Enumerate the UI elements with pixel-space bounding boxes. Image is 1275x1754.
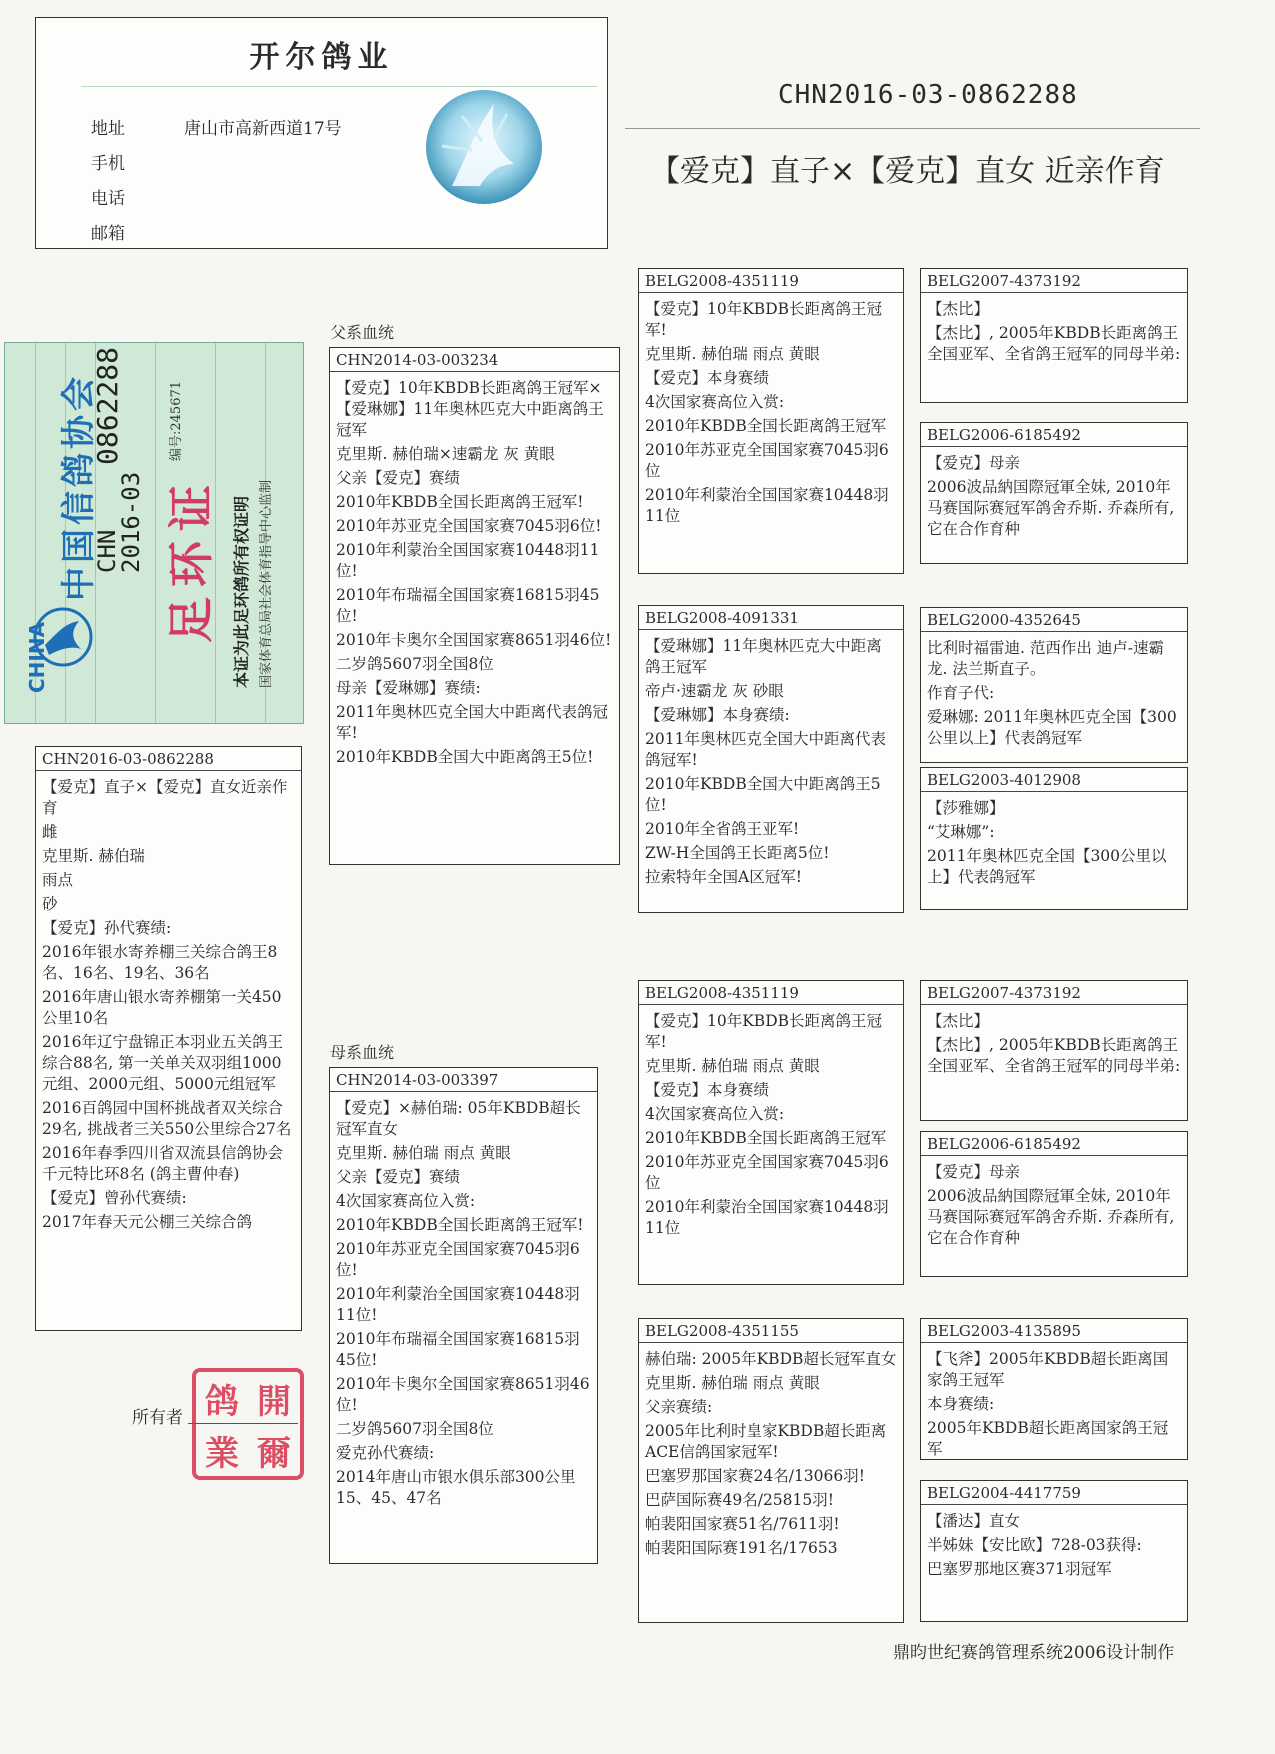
sire-section-label: 父系血统 [330, 323, 395, 342]
seal-char: 開 [257, 1381, 291, 1422]
cert-note-1: 本证为此足环鸽所有权证明 [232, 495, 251, 688]
pedigree-line: 【爱克】×赫伯瑞: 05年KBDB超长冠军直女 [336, 1099, 581, 1138]
grandsire-maternal-card [638, 980, 904, 1285]
pedigree-line: 2010年布瑞福全国国家赛16815羽45位! [336, 1330, 580, 1369]
pedigree-line: 【爱克】直子×【爱克】直女近亲作育 [42, 778, 288, 817]
pedigree-line: 2010年KBDB全国大中距离鸽王5位! [645, 775, 881, 814]
pedigree-line: 【莎雅娜】 [927, 799, 1005, 817]
pedigree-line: 2006波品納国際冠軍全妹, 2010年马赛国际赛冠军鸽舍乔斯. 乔森所有, 它在合作育种 [927, 478, 1175, 538]
dam-card [329, 1067, 598, 1564]
ring-id: BELG2007-4373192 [921, 269, 1187, 293]
pedigree-line: 【爱克】10年KBDB长距离鸽王冠军! [645, 300, 883, 339]
pedigree-line: 2016年唐山银水寄养棚第一关450公里10名 [42, 988, 282, 1027]
pedigree-line: 2010年卡奥尔全国国家赛8651羽46位! [336, 631, 612, 649]
great-grandparent-card [920, 607, 1188, 763]
pedigree-line: 【爱克】10年KBDB长距离鸽王冠军! [645, 1012, 883, 1051]
ring-id: BELG2004-4417759 [921, 1481, 1187, 1505]
pedigree-line: 父亲【爱克】赛绩 [336, 1168, 461, 1186]
title-underline [625, 128, 1200, 129]
ring-number: CHN2016-03-0862288 [778, 80, 1078, 110]
pedigree-line: 2011年奥林匹克全国大中距离代表鸽冠军! [336, 703, 608, 742]
pedigree-line: 2010年KBDB全国长距离鸽王冠军! [336, 1216, 584, 1234]
pedigree-line: 2005年KBDB超长距离国家鸽王冠军 [927, 1419, 1169, 1458]
pedigree-line: 【杰比】, 2005年KBDB长距离鸽王全国亚军、全省鸽王冠军的同母半弟: [927, 324, 1181, 363]
grandsire-paternal-card [638, 268, 904, 574]
pedigree-line: 2010年苏亚克全国国家赛7045羽6位! [336, 1240, 580, 1279]
company-name: 开尔鸽业 [249, 40, 394, 75]
cert-china: CHINA [25, 621, 49, 693]
sire-ring: CHN2014-03-003234 [330, 348, 619, 372]
ring-id: BELG2006-6185492 [921, 423, 1187, 447]
pedigree-line: 2005年比利时皇家KBDB超长距离ACE信鸽国家冠军! [645, 1422, 887, 1461]
pedigree-line: 雌 [42, 823, 58, 841]
pedigree-line: ZW-H全国鸽王长距离5位! [645, 844, 830, 862]
ring-id: BELG2008-4091331 [639, 606, 903, 630]
pedigree-line: 二岁鸽5607羽全国8位 [336, 655, 494, 673]
footer-credit: 鼎昀世纪赛鸽管理系统2006设计制作 [893, 1643, 1175, 1663]
granddam-maternal-card [638, 1318, 904, 1623]
pedigree-line: 2010年利蒙治全国国家赛10448羽11位! [336, 541, 600, 580]
pedigree-line: 4次国家赛高位入赏: [645, 393, 785, 411]
pedigree-line: 【潘达】直女 [927, 1512, 1021, 1530]
pedigree-line: 2014年唐山市银水俱乐部300公里15、45、47名 [336, 1468, 576, 1507]
pedigree-line: 2016年银水寄养棚三关综合鸽王8名、16名、19名、36名 [42, 943, 278, 982]
pedigree-line: 砂 [42, 895, 58, 913]
pedigree-line: “艾琳娜”: [927, 823, 995, 841]
card-body [927, 1162, 1181, 1249]
card-body [927, 453, 1181, 540]
pedigree-line: 2016百鸽园中国杯挑战者双关综合29名, 挑战者三关550公里综合27名 [42, 1099, 292, 1138]
ring-id: BELG2000-4352645 [921, 608, 1187, 632]
pedigree-line: 父亲赛绩: [645, 1398, 713, 1416]
pairing-title: 【爱克】直子×【爱克】直女 近亲作育 [650, 154, 1165, 189]
pedigree-line: 2011年奥林匹克全国大中距离代表鸽冠军! [645, 730, 886, 769]
pedigree-line: 帕裴阳国家赛51名/7611羽! [645, 1515, 840, 1533]
great-grandparent-card [920, 1318, 1188, 1460]
pedigree-line: 【爱琳娜】本身赛绩: [645, 706, 790, 724]
card-body [645, 1011, 897, 1239]
address-value: 唐山市高新西道17号 [184, 119, 342, 139]
pedigree-line: 2010年KBDB全国长距离鸽王冠军! [336, 493, 584, 511]
pedigree-line: 二岁鸽5607羽全国8位 [336, 1420, 494, 1438]
owner-seal [192, 1368, 304, 1480]
pedigree-line: 拉索特年全国A区冠军! [645, 868, 802, 886]
pedigree-line: 2017年春天元公棚三关综合鸽 [42, 1213, 252, 1231]
cert-cn-line: CHN [93, 529, 121, 573]
pedigree-line: 4次国家赛高位入赏: [645, 1105, 785, 1123]
pedigree-line: 帝卢·速霸龙 灰 砂眼 [645, 682, 784, 700]
breeder-header [35, 17, 608, 249]
pedigree-line: 2010年布瑞福全国国家赛16815羽45位! [336, 586, 600, 625]
cert-note-2: 国家体育总局社会体育指导中心监制 [259, 479, 274, 688]
mobile-label: 手机 [91, 154, 125, 174]
address-label: 地址 [91, 119, 125, 139]
pedigree-line: 2010年苏亚克全国国家赛7045羽6位! [336, 517, 602, 535]
pedigree-line: 巴萨国际赛49名/25815羽! [645, 1491, 834, 1509]
pigeon-logo-icon [422, 86, 546, 208]
pedigree-line: 赫伯瑞: 2005年KBDB超长冠军直女 [645, 1350, 897, 1368]
owner-label: 所有者 [132, 1408, 183, 1428]
pedigree-line: 半姊妹【安比欧】728-03获得: [927, 1536, 1142, 1554]
pedigree-line: 2010年利蒙治全国国家赛10448羽11位 [645, 1198, 889, 1237]
great-grandparent-card [920, 422, 1188, 564]
seal-char: 爾 [257, 1433, 291, 1474]
pedigree-line: 克里斯. 赫伯瑞 雨点 黄眼 [336, 1144, 511, 1162]
pedigree-line: 巴塞罗那地区赛371羽冠军 [927, 1560, 1112, 1578]
pedigree-line: 2010年卡奥尔全国国家赛8651羽46位! [336, 1375, 590, 1414]
pedigree-line: 【爱克】母亲 [927, 1163, 1021, 1181]
pedigree-line: 克里斯. 赫伯瑞 雨点 黄眼 [645, 345, 820, 363]
pedigree-line: 巴塞罗那国家赛24名/13066羽! [645, 1467, 865, 1485]
great-grandparent-card [920, 1131, 1188, 1277]
card-body [645, 1349, 897, 1559]
cert-org: 中国信鸽协会 [59, 373, 99, 601]
pedigree-line: 【杰比】 [927, 1012, 990, 1030]
dam-section-label: 母系血统 [330, 1043, 395, 1062]
pedigree-line: 【爱克】本身赛绩 [645, 1081, 770, 1099]
card-body [927, 299, 1181, 365]
ring-id: BELG2003-4012908 [921, 768, 1187, 792]
pedigree-line: 2010年全省鸽王亚军! [645, 820, 800, 838]
sire-lines [336, 378, 613, 768]
card-body [927, 1511, 1181, 1580]
card-body [645, 636, 897, 888]
ring-id: BELG2006-6185492 [921, 1132, 1187, 1156]
great-grandparent-card [920, 1480, 1188, 1622]
card-body [927, 798, 1181, 888]
pedigree-line: 2010年利蒙治全国国家赛10448羽11位 [645, 486, 889, 525]
subject-ring: CHN2016-03-0862288 [36, 747, 301, 771]
ring-id: BELG2003-4135895 [921, 1319, 1187, 1343]
pedigree-line: 比利时福雷迪. 范西作出 迪卢-速霸龙. 法兰斯直子。 [927, 639, 1165, 678]
ring-certificate [4, 342, 304, 724]
pedigree-line: 2010年利蒙治全国国家赛10448羽11位! [336, 1285, 580, 1324]
pedigree-line: 2011年奥林匹克全国【300公里以上】代表鸽冠军 [927, 847, 1167, 886]
seal-char: 業 [205, 1433, 239, 1474]
pedigree-line: 4次国家赛高位入赏: [336, 1192, 476, 1210]
pedigree-line: 帕裴阳国际赛191名/17653 [645, 1539, 838, 1557]
sire-card [329, 347, 620, 865]
pedigree-line: 克里斯. 赫伯瑞 [42, 847, 145, 865]
great-grandparent-card [920, 767, 1188, 910]
ring-id: BELG2007-4373192 [921, 981, 1187, 1005]
great-grandparent-card [920, 268, 1188, 403]
pedigree-line: 2010年KBDB全国长距离鸽王冠军 [645, 417, 887, 435]
phone-label: 电话 [91, 189, 125, 209]
pedigree-line: 【杰比】 [927, 300, 990, 318]
dam-lines [336, 1098, 591, 1509]
pedigree-line: 【飞斧】2005年KBDB超长距离国家鸽王冠军 [927, 1350, 1169, 1389]
pedigree-line: 雨点 [42, 871, 74, 889]
pedigree-line: 2010年KBDB全国长距离鸽王冠军 [645, 1129, 887, 1147]
card-body [927, 638, 1181, 749]
ring-id: BELG2008-4351119 [639, 269, 903, 293]
pedigree-line: 父亲【爱克】赛绩 [336, 469, 461, 487]
pedigree-line: 本身赛绩: [927, 1395, 995, 1413]
card-body [927, 1011, 1181, 1077]
pedigree-line: 2016年春季四川省双流县信鸽协会千元特比环8名 (鸽主曹仲春) [42, 1144, 283, 1183]
seal-char: 鸽 [205, 1381, 239, 1422]
pedigree-line: 爱琳娜: 2011年奥林匹克全国【300公里以上】代表鸽冠军 [927, 708, 1177, 747]
pedigree-line: 【爱克】孙代赛绩: [42, 919, 172, 937]
cert-serial: 编号:245671 [169, 380, 184, 461]
card-body [645, 299, 897, 527]
email-label: 邮箱 [91, 224, 125, 244]
pedigree-line: 2010年苏亚克全国国家赛7045羽6位 [645, 1153, 889, 1192]
granddam-paternal-card [638, 605, 904, 913]
subject-pigeon-card [35, 746, 302, 1331]
pedigree-line: 克里斯. 赫伯瑞 雨点 黄眼 [645, 1374, 820, 1392]
pedigree-line: 【爱克】曾孙代赛绩: [42, 1189, 187, 1207]
cert-ring-number: 0862288 [91, 346, 124, 465]
pedigree-line: 2010年KBDB全国大中距离鸽王5位! [336, 748, 594, 766]
pedigree-line: 2010年苏亚克全国国家赛7045羽6位 [645, 441, 889, 480]
pedigree-line: 【杰比】, 2005年KBDB长距离鸽王全国亚军、全省鸽王冠军的同母半弟: [927, 1036, 1181, 1075]
pedigree-line: 【爱克】本身赛绩 [645, 369, 770, 387]
pedigree-line: 【爱克】10年KBDB长距离鸽王冠军×【爱琳娜】11年奥林匹克大中距离鸽王冠军 [336, 379, 604, 439]
pedigree-line: 克里斯. 赫伯瑞 雨点 黄眼 [645, 1057, 820, 1075]
pedigree-line: 爱克孙代赛绩: [336, 1444, 435, 1462]
pedigree-line: 【爱克】母亲 [927, 454, 1021, 472]
pedigree-line: 克里斯. 赫伯瑞×速霸龙 灰 黄眼 [336, 445, 555, 463]
pedigree-line: 【爱琳娜】11年奥林匹克大中距离鸽王冠军 [645, 637, 882, 676]
pedigree-line: 2016年辽宁盘锦正本羽业五关鸽王综合88名, 第一关单关双羽组1000元组、2000元组、5000元组冠军 [42, 1033, 283, 1093]
subject-lines [42, 777, 295, 1233]
great-grandparent-card [920, 980, 1188, 1121]
ring-id: BELG2008-4351119 [639, 981, 903, 1005]
cert-title: 足环证 [164, 475, 218, 643]
cert-ring-year: 2016-03 [117, 471, 145, 573]
card-body [927, 1349, 1181, 1460]
pedigree-line: 2006波品納国際冠軍全妹, 2010年马赛国际赛冠军鸽舍乔斯. 乔森所有, 它在合作育种 [927, 1187, 1175, 1247]
pedigree-line: 作育子代: [927, 684, 995, 702]
ring-id: BELG2008-4351155 [639, 1319, 903, 1343]
dam-ring: CHN2014-03-003397 [330, 1068, 597, 1092]
pedigree-line: 母亲【爱琳娜】赛绩: [336, 679, 481, 697]
